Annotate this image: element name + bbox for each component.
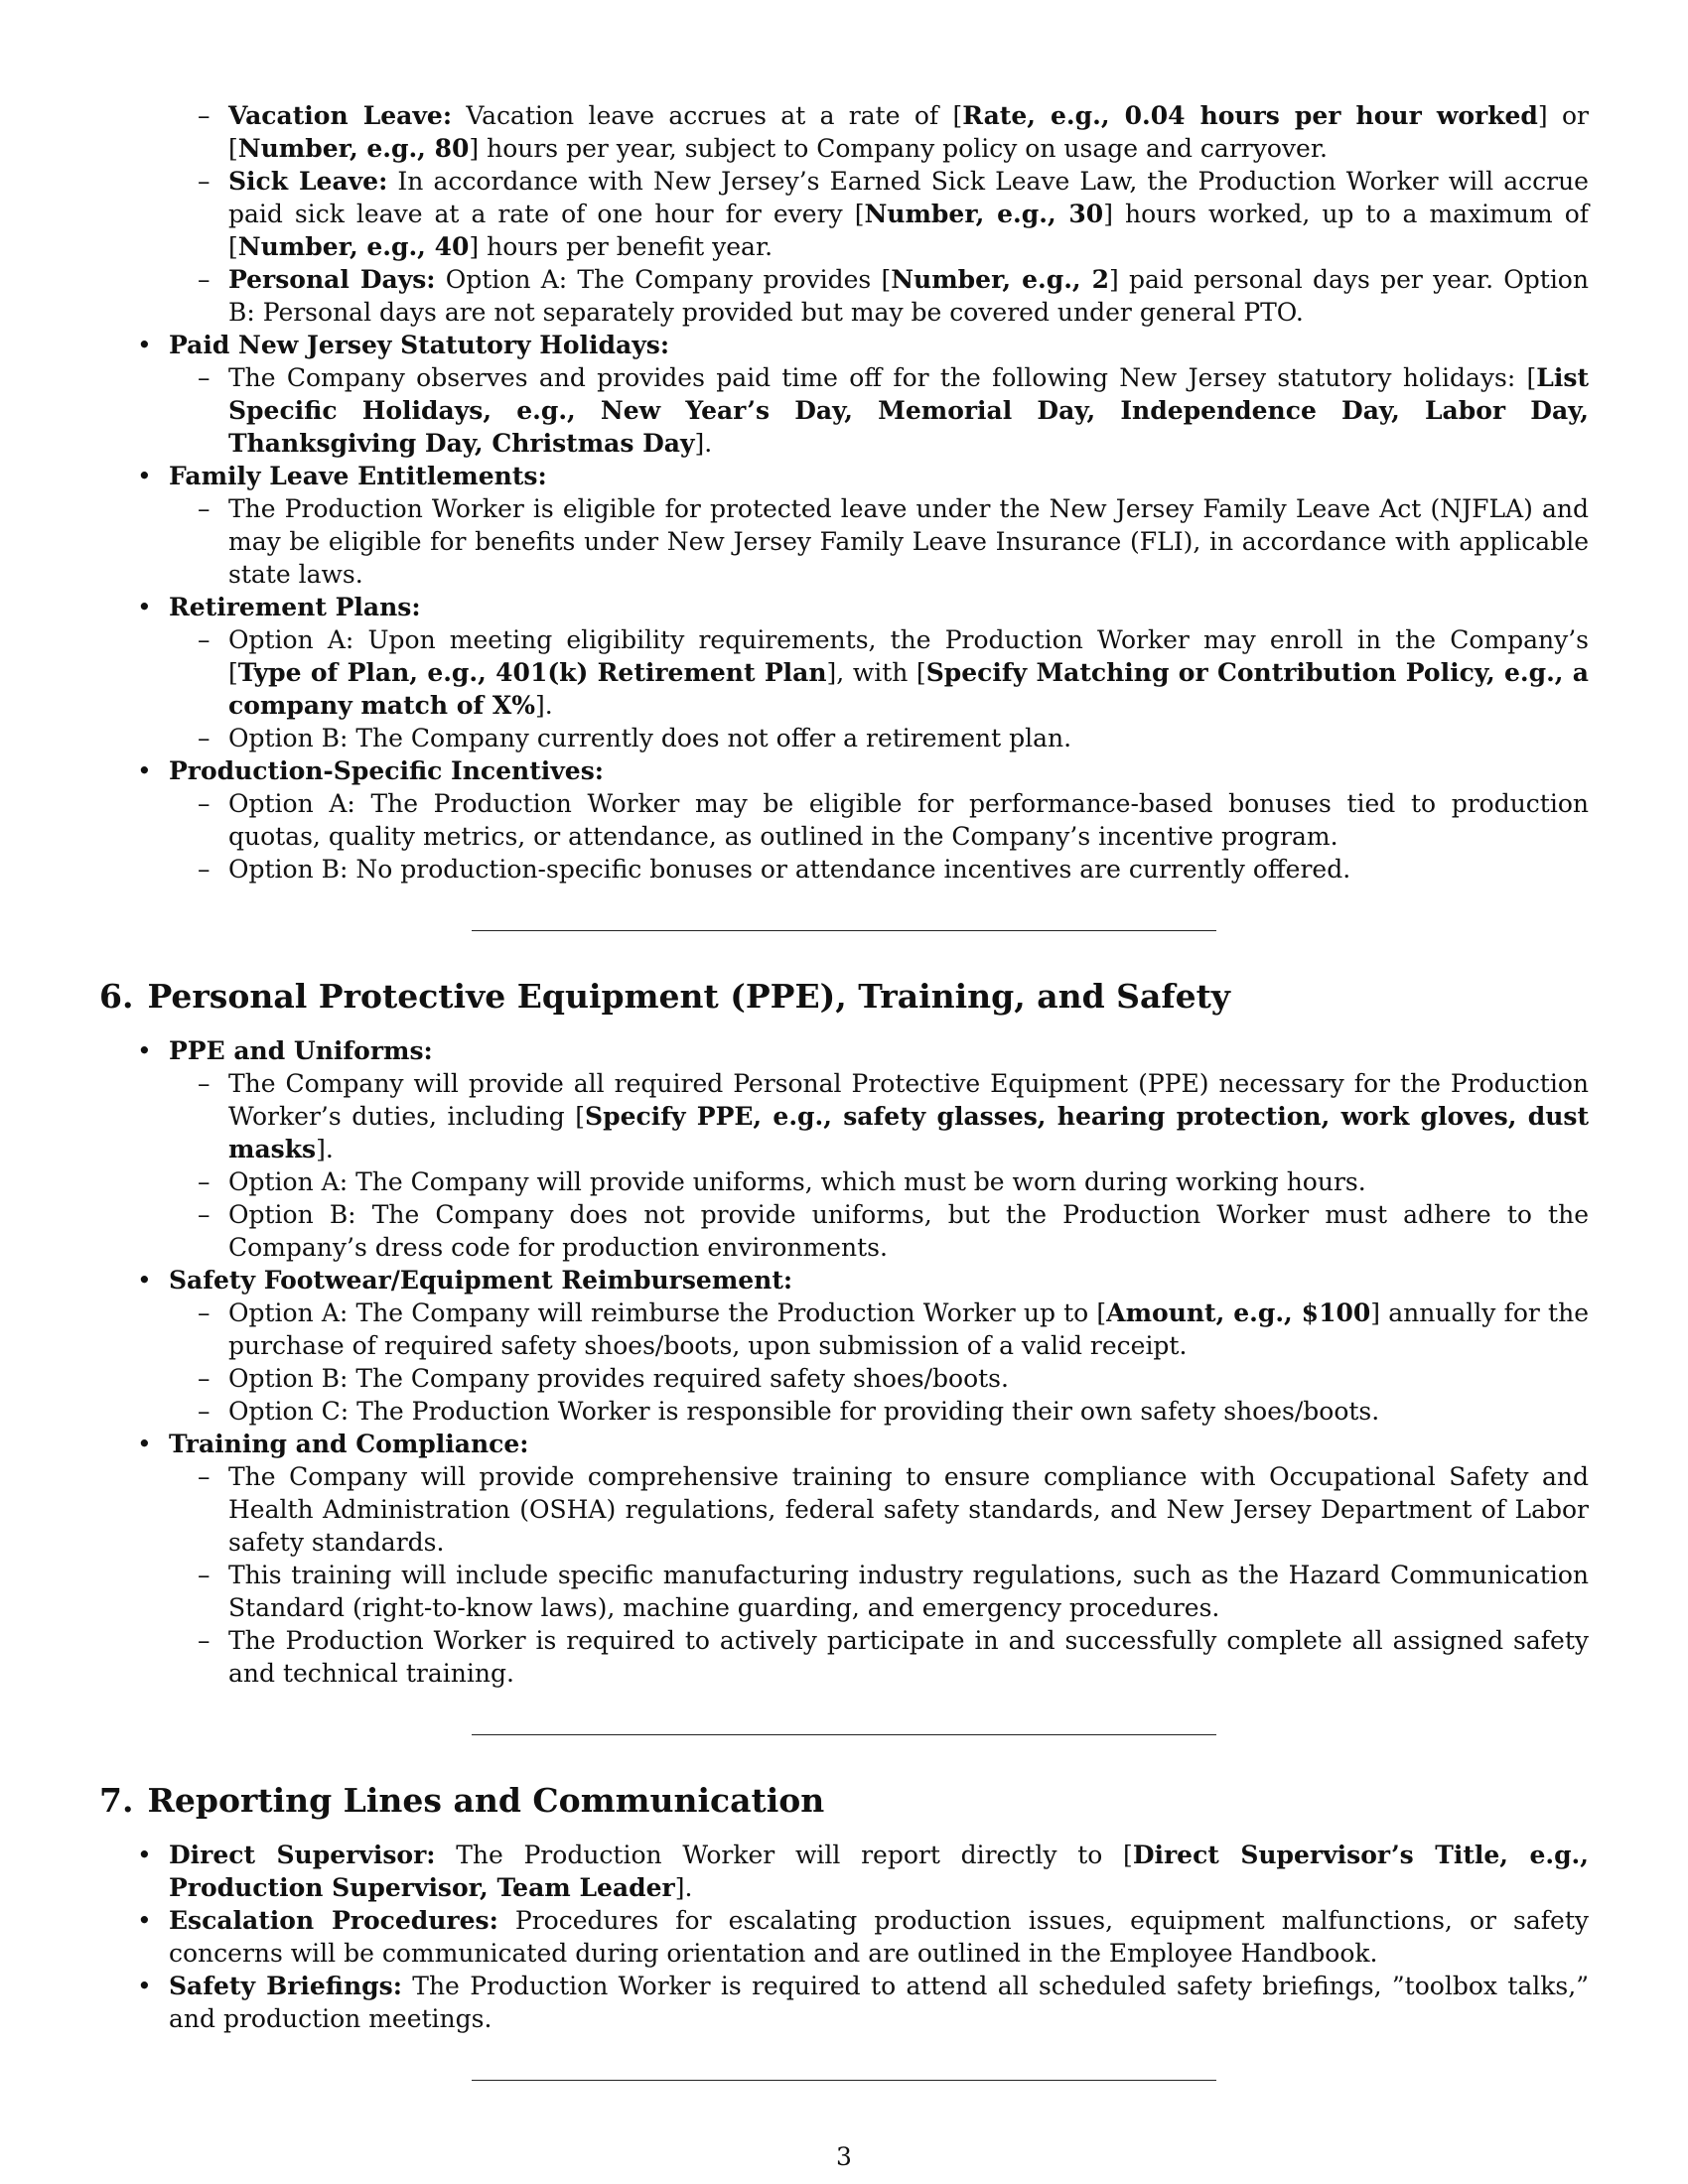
dash-marker: –: [198, 265, 211, 294]
list-item-family-leave: [99, 460, 1589, 591]
section-heading-6: 6. Personal Protective Equipment (PPE), Training, and Safety: [99, 977, 1230, 1016]
list-item-ppe: [99, 1034, 1589, 1264]
list-item-sick-leave: – Sick Leave: In accordance with New Jersey’s Earned Sick Leave Law, the Production Worker will accrue paid sick leave at a rate of one hour for every [Number, e.g., 30] hours worked, up to a maximum of [Number, e.g., 40] hours per benefit year.: [198, 167, 1589, 261]
item-label: Escalation Procedures:: [169, 1906, 498, 1935]
section6-list: [99, 1034, 1589, 1690]
dash-marker: –: [198, 1626, 211, 1655]
benefits-list: [99, 329, 1589, 886]
bullet-marker: •: [137, 1266, 152, 1295]
dash-marker: –: [198, 1397, 211, 1426]
page-number: 3: [836, 2142, 852, 2171]
horizontal-rule: [472, 930, 1216, 931]
bullet-marker: •: [137, 1841, 152, 1869]
dash-marker: –: [198, 494, 211, 523]
bullet-marker: •: [137, 1972, 152, 2000]
section-heading-7: 7. Reporting Lines and Communication: [99, 1781, 825, 1820]
sublist-item: – This training will include specific manufacturing industry regulations, such as the Hazard Communication Standard (right-to-know laws), machine guarding, and emergency procedures.: [198, 1561, 1589, 1622]
list-item-incentives: [99, 754, 1589, 886]
dash-marker: –: [198, 1462, 211, 1491]
bullet-marker: •: [137, 593, 152, 621]
dash-marker: –: [198, 625, 211, 654]
item-label: Safety Briefings:: [169, 1972, 402, 2000]
bullet-marker: •: [137, 756, 152, 785]
item-label: Personal Days:: [228, 265, 436, 294]
list-item-holidays: [99, 329, 1589, 460]
list-item-direct-supervisor: • Direct Supervisor: The Production Worker will report directly to [Direct Supervisor’s Title, e.g., Production Supervisor, Team Leader].: [137, 1841, 1589, 1902]
dash-marker: –: [198, 724, 211, 752]
section7-list: [99, 1839, 1589, 2035]
sublist-item: – Option B: The Company currently does not offer a retirement plan.: [198, 724, 1072, 752]
sublist-item: – The Company will provide comprehensive training to ensure compliance with Occupational Safety and Health Administration (OSHA) regulations, federal safety standards, and New Jersey Department of Labor safety standards.: [198, 1462, 1589, 1557]
dash-marker: –: [198, 1364, 211, 1393]
dash-marker: –: [198, 1069, 211, 1098]
list-item-safety-briefings: • Safety Briefings: The Production Worker is required to attend all scheduled safety briefings, ”toolbox talks,” and production meetings.: [137, 1972, 1589, 2033]
bullet-marker: •: [137, 1430, 152, 1458]
item-label: Sick Leave:: [228, 167, 388, 196]
dash-marker: –: [198, 101, 211, 130]
sublist-item: – Option B: The Company provides required safety shoes/boots.: [198, 1364, 1009, 1393]
item-label: Retirement Plans:: [169, 593, 421, 621]
bullet-marker: •: [137, 462, 152, 490]
item-label: Family Leave Entitlements:: [169, 462, 547, 490]
list-item-personal-days: – Personal Days: Option A: The Company provides [Number, e.g., 2] paid personal days per year. Option B: Personal days are not separately provided but may be covered under general PTO.: [198, 265, 1589, 327]
item-label: PPE and Uniforms:: [169, 1036, 433, 1065]
sublist-item: – Option A: The Company will reimburse the Production Worker up to [Amount, e.g., $100] annually for the purchase of required safety shoes/boots, upon submission of a valid receipt.: [198, 1298, 1589, 1360]
bullet-marker: •: [137, 1036, 152, 1065]
sublist-item: – Option A: Upon meeting eligibility requirements, the Production Worker may enroll in the Company’s [Type of Plan, e.g., 401(k) Retirement Plan], with [Specify Matching or Contribution Policy, e.g., a company match of X%].: [198, 625, 1590, 720]
item-label: Vacation Leave:: [228, 101, 453, 130]
list-item-escalation: • Escalation Procedures: Procedures for escalating production issues, equipment malfunctions, or safety concerns will be communicated during orientation and are outlined in the Employee Handbook.: [137, 1906, 1589, 1968]
dash-marker: –: [198, 789, 211, 818]
leave-sublist: [99, 99, 1589, 329]
sublist-item: – The Production Worker is eligible for protected leave under the New Jersey Family Leave Act (NJFLA) and may be eligible for benefits under New Jersey Family Leave Insurance (FLI), in accordance with applicable state laws.: [198, 494, 1589, 589]
dash-marker: –: [198, 1561, 211, 1589]
item-label: Training and Compliance:: [169, 1430, 529, 1458]
dash-marker: –: [198, 1298, 211, 1327]
list-item-footwear: [99, 1264, 1589, 1428]
dash-marker: –: [198, 855, 211, 884]
horizontal-rule: [472, 2080, 1216, 2081]
horizontal-rule: [472, 1734, 1216, 1735]
item-label: Direct Supervisor:: [169, 1841, 436, 1869]
page-content: [99, 99, 1589, 2081]
item-label: Paid New Jersey Statutory Holidays:: [169, 331, 670, 359]
sublist-item: – Option A: The Production Worker may be eligible for performance-based bonuses tied to production quotas, quality metrics, or attendance, as outlined in the Company’s incentive program.: [198, 789, 1589, 851]
section-divider: [99, 2035, 1589, 2081]
dash-marker: –: [198, 167, 211, 196]
item-label: Production-Specific Incentives:: [169, 756, 605, 785]
list-item-retirement: [99, 591, 1589, 754]
sublist-item: – Option B: No production-specific bonuses or attendance incentives are currently offered.: [198, 855, 1351, 884]
sublist-item: – The Production Worker is required to actively participate in and successfully complete all assigned safety and technical training.: [198, 1626, 1589, 1688]
dash-marker: –: [198, 1167, 211, 1196]
sublist-item: – The Company will provide all required Personal Protective Equipment (PPE) necessary for the Production Worker’s duties, including [Specify PPE, e.g., safety glasses, hearing protection, work gloves, dust masks].: [198, 1069, 1589, 1163]
list-item-training: [99, 1428, 1589, 1690]
bullet-marker: •: [137, 331, 152, 359]
dash-marker: –: [198, 363, 211, 392]
list-item-vacation-leave: – Vacation Leave: Vacation leave accrues at a rate of [Rate, e.g., 0.04 hours per hour worked] or [Number, e.g., 80] hours per year, subject to Company policy on usage and carryover.: [198, 101, 1590, 163]
dash-marker: –: [198, 1200, 211, 1229]
sublist-item: – The Company observes and provides paid time off for the following New Jersey statutory holidays: [List Specific Holidays, e.g., New Year’s Day, Memorial Day, Independence Day, Labor Day, Thanksgiving Day, Christmas Day].: [198, 363, 1589, 458]
section-divider: [99, 886, 1589, 931]
section-divider: [99, 1690, 1589, 1735]
sublist-item: – Option C: The Production Worker is responsible for providing their own safety shoes/boots.: [198, 1397, 1380, 1426]
sublist-item: – Option A: The Company will provide uniforms, which must be worn during working hours.: [198, 1167, 1366, 1196]
item-label: Safety Footwear/Equipment Reimbursement:: [169, 1266, 793, 1295]
bullet-marker: •: [137, 1906, 152, 1935]
sublist-item: – Option B: The Company does not provide uniforms, but the Production Worker must adhere to the Company’s dress code for production environments.: [198, 1200, 1589, 1262]
